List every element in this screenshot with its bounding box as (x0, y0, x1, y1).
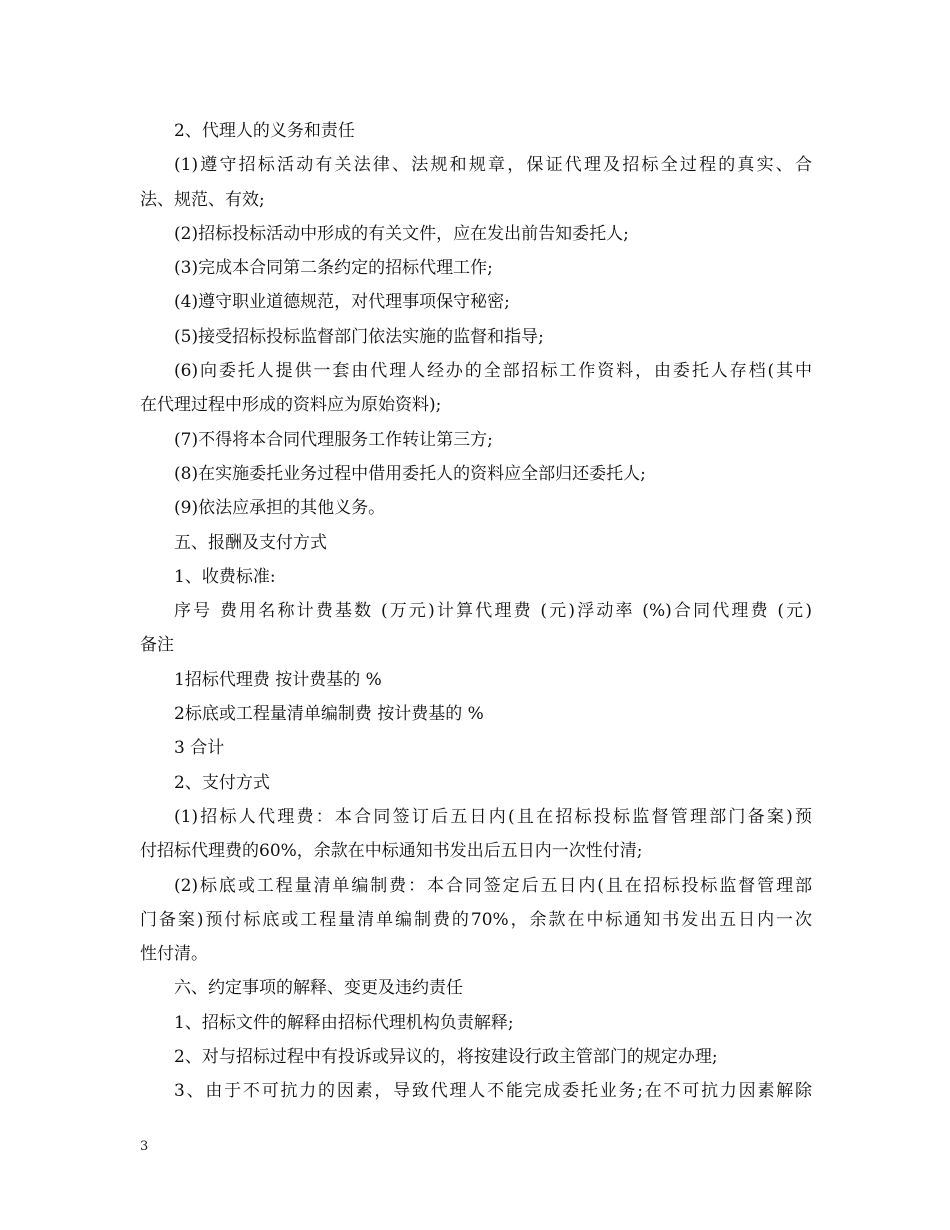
paragraph-line: (2)标底或工程量清单编制费：本合同签定后五日内(且在招标投标监督管理部 (174, 875, 812, 896)
fee-table-total-row: 3 合计 (174, 738, 225, 759)
fee-table-header-remark: 备注 (140, 635, 174, 656)
paragraph-line: (3)完成本合同第二条约定的招标代理工作; (174, 258, 493, 279)
paragraph-line: (4)遵守职业道德规范，对代理事项保守秘密; (174, 292, 510, 313)
paragraph-line: (8)在实施委托业务过程中借用委托人的资料应全部归还委托人; (174, 463, 646, 484)
paragraph-line: 付招标代理费的60%，余款在中标通知书发出后五日内一次性付清; (140, 841, 643, 862)
section-heading-payment: 五、报酬及支付方式 (174, 532, 327, 553)
section-heading-agent-duties: 2、代理人的义务和责任 (174, 121, 355, 141)
paragraph-line: 门备案)预付标底或工程量清单编制费的70%，余款在中标通知书发出五日内一次 (140, 909, 812, 930)
paragraph-line: 性付清。 (140, 944, 208, 965)
paragraph-line: (9)依法应承担的其他义务。 (174, 498, 386, 519)
fee-table-header: 序号 费用名称计费基数 (万元)计算代理费 (元)浮动率 (%)合同代理费 (元) (174, 601, 812, 622)
paragraph-line: 3、由于不可抗力的因素，导致代理人不能完成委托业务;在不可抗力因素解除 (174, 1081, 812, 1102)
paragraph-line: (7)不得将本合同代理服务工作转让第三方; (174, 429, 493, 450)
paragraph-line: 2、对与招标过程中有投诉或异议的，将按建设行政主管部门的规定办理; (174, 1047, 718, 1068)
paragraph-line: (6)向委托人提供一套由代理人经办的全部招标工作资料，由委托人存档(其中 (174, 361, 812, 382)
fee-table-row: 2标底或工程量清单编制费 按计费基的 % (174, 704, 484, 725)
paragraph-line: (1)遵守招标活动有关法律、法规和规章，保证代理及招标全过程的真实、合 (174, 155, 812, 176)
subheading-fee-standard: 1、收费标准: (174, 566, 276, 587)
paragraph-line: (1)招标人代理费：本合同签订后五日内(且在招标投标监督管理部门备案)预 (174, 806, 812, 827)
section-heading-interpretation: 六、约定事项的解释、变更及违约责任 (174, 978, 463, 999)
fee-table-row: 1招标代理费 按计费基的 % (174, 669, 382, 690)
paragraph-line: 1、招标文件的解释由招标代理机构负责解释; (174, 1012, 514, 1033)
paragraph-line: 在代理过程中形成的资料应为原始资料); (140, 395, 442, 416)
document-body (140, 114, 812, 1109)
page-number: 3 (140, 1139, 149, 1154)
subheading-payment-method: 2、支付方式 (174, 772, 270, 793)
paragraph-line: 法、规范、有效; (140, 189, 265, 210)
paragraph-line: (5)接受招标投标监督部门依法实施的监督和指导; (174, 326, 544, 347)
paragraph-line: (2)招标投标活动中形成的有关文件，应在发出前告知委托人; (174, 223, 629, 244)
